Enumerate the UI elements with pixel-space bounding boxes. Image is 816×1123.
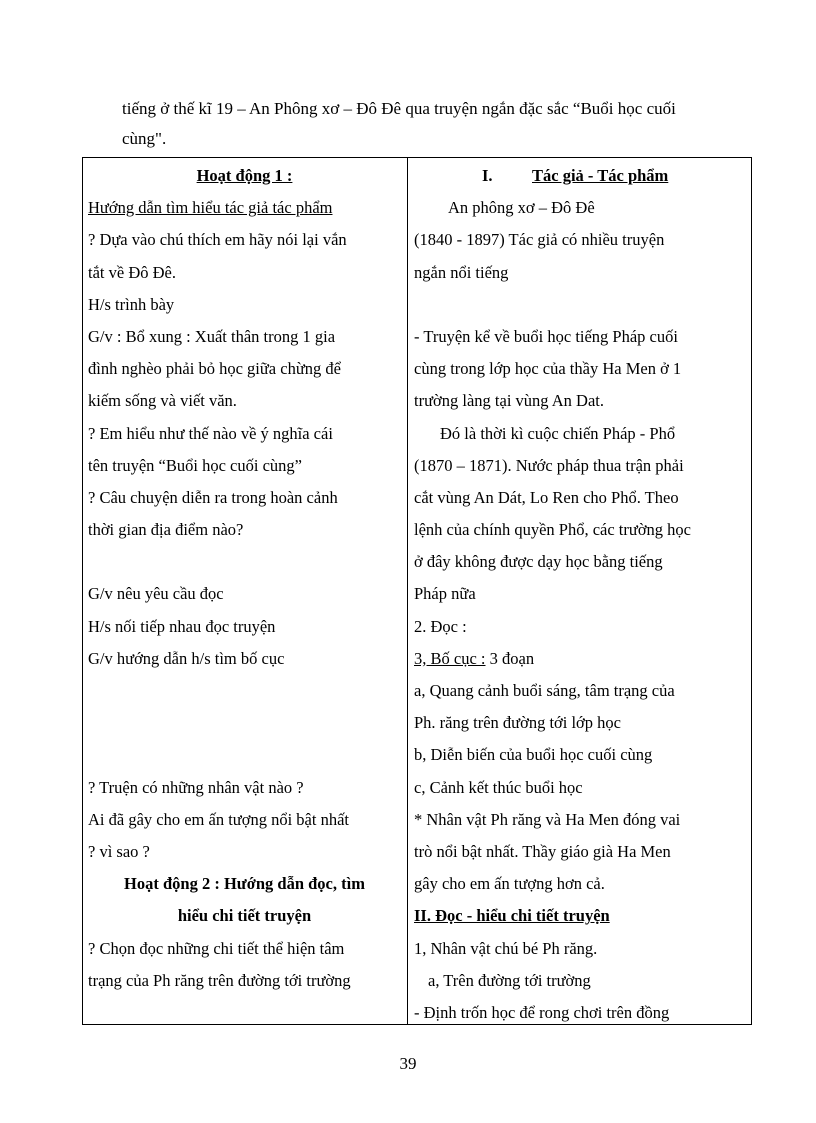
question-5-line-2: trạng của Ph răng trên đường tới trường xyxy=(88,970,351,990)
question-4-line-3: ? vì sao ? xyxy=(88,841,150,861)
author-line-2: (1840 - 1897) Tác giả có nhiều truyện xyxy=(414,230,665,250)
section-1-heading xyxy=(414,160,745,192)
teacher-add-line-2: đình nghèo phải bỏ học giữa chừng để xyxy=(88,359,341,379)
read-heading: 2. Đọc : xyxy=(414,616,467,636)
context-line-3: cắt vùng An Dát, Lo Ren cho Phổ. Theo xyxy=(414,487,679,507)
story-line-1: - Truyện kể về buổi học tiếng Pháp cuối xyxy=(414,326,678,346)
story-line-2: cùng trong lớp học của thầy Ha Men ở 1 xyxy=(414,359,682,379)
intro-paragraph xyxy=(122,94,762,154)
section-2-title: II. Đọc - hiểu chi tiết truyện xyxy=(414,906,610,926)
layout-parts: 3 đoạn xyxy=(489,648,535,668)
activities-column xyxy=(83,158,408,1024)
intro-line-2: cùng". xyxy=(122,129,167,148)
question-5-line-1: ? Chọn đọc những chi tiết thể hiện tâm xyxy=(88,938,345,958)
characters-line-1: * Nhân vật Ph răng và Ha Men đóng vai xyxy=(414,809,681,829)
section-1-title: Tác giả - Tác phẩm xyxy=(532,166,669,185)
teacher-add-line-3: kiếm sống và viết văn. xyxy=(88,391,237,411)
spacer xyxy=(88,739,401,771)
activity-2-title-line-2: hiểu chi tiết truyện xyxy=(177,906,312,926)
question-4-line-1: ? Truện có những nhân vật nào ? xyxy=(88,777,304,797)
layout-heading xyxy=(414,643,745,675)
spacer xyxy=(414,289,745,321)
content-column xyxy=(408,158,751,1024)
question-2-line-1: ? Em hiểu như thế nào về ý nghĩa cái xyxy=(88,423,333,443)
spacer xyxy=(88,546,401,578)
part-c: c, Cảnh kết thúc buổi học xyxy=(414,777,583,797)
question-4-line-2: Ai đã gây cho em ấn tượng nổi bật nhất xyxy=(88,809,349,829)
students-read: H/s nối tiếp nhau đọc truyện xyxy=(88,616,276,636)
subsection-1a: a, Trên đường tới trường xyxy=(428,970,591,990)
context-line-5: ở đây không được dạy học bằng tiếng xyxy=(414,552,663,572)
section-1-number: I. xyxy=(482,166,493,185)
question-1-line-1: ? Dựa vào chú thích em hãy nói lại vắn xyxy=(88,230,347,250)
teacher-add-line-1: G/v : Bổ xung : Xuất thân trong 1 gia xyxy=(88,326,336,346)
context-line-6: Pháp nữa xyxy=(414,584,476,604)
spacer xyxy=(88,675,401,707)
teacher-read-request: G/v nêu yêu cầu đọc xyxy=(88,584,224,604)
detail-1: - Định trốn học để rong chơi trên đồng xyxy=(414,1002,670,1022)
characters-line-2: trò nổi bật nhất. Thầy giáo già Ha Men xyxy=(414,841,671,861)
student-present: H/s trình bày xyxy=(88,294,175,314)
part-b: b, Diễn biến của buổi học cuối cùng xyxy=(414,745,653,765)
subsection-1: 1, Nhân vật chú bé Ph răng. xyxy=(414,938,598,958)
question-1-line-2: tắt về Đô Đê. xyxy=(88,262,176,282)
author-line-3: ngắn nổi tiếng xyxy=(414,262,509,282)
layout-heading-label: 3, Bố cục : xyxy=(414,648,486,668)
part-a-line-2: Ph. răng trên đường tới lớp học xyxy=(414,713,621,733)
activity-2-title-line-1: Hoạt động 2 : Hướng dẫn đọc, tìm xyxy=(124,874,365,894)
part-a-line-1: a, Quang cảnh buổi sáng, tâm trạng của xyxy=(414,681,675,700)
story-line-3: trường làng tại vùng An Dat. xyxy=(414,391,604,411)
activity-1-subtitle: Hướng dẫn tìm hiểu tác giả tác phẩm xyxy=(88,198,333,218)
lesson-table xyxy=(82,157,752,1025)
context-line-4: lệnh của chính quyền Phổ, các trường học xyxy=(414,520,692,540)
author-line-1: An phông xơ – Đô Đê xyxy=(448,198,595,218)
context-line-1: Đó là thời kì cuộc chiến Pháp - Phổ xyxy=(440,423,676,443)
question-3-line-2: thời gian địa điểm nào? xyxy=(88,520,244,540)
page-number: 39 xyxy=(399,1054,417,1073)
context-line-2: (1870 – 1871). Nước pháp thua trận phải xyxy=(414,455,684,475)
activity-1-title: Hoạt động 1 : xyxy=(196,166,293,185)
teacher-layout-guide: G/v hướng dẫn h/s tìm bố cục xyxy=(88,648,285,668)
question-3-line-1: ? Câu chuyện diễn ra trong hoàn cảnh xyxy=(88,487,338,507)
question-2-line-2: tên truyện “Buổi học cuối cùng” xyxy=(88,455,302,475)
characters-line-3: gây cho em ấn tượng hơn cả. xyxy=(414,874,605,894)
spacer xyxy=(88,707,401,739)
intro-line-1: tiếng ở thế kĩ 19 – An Phông xơ – Đô Đê qua truyện ngắn đặc sắc “Buổi học cuối xyxy=(122,99,676,118)
